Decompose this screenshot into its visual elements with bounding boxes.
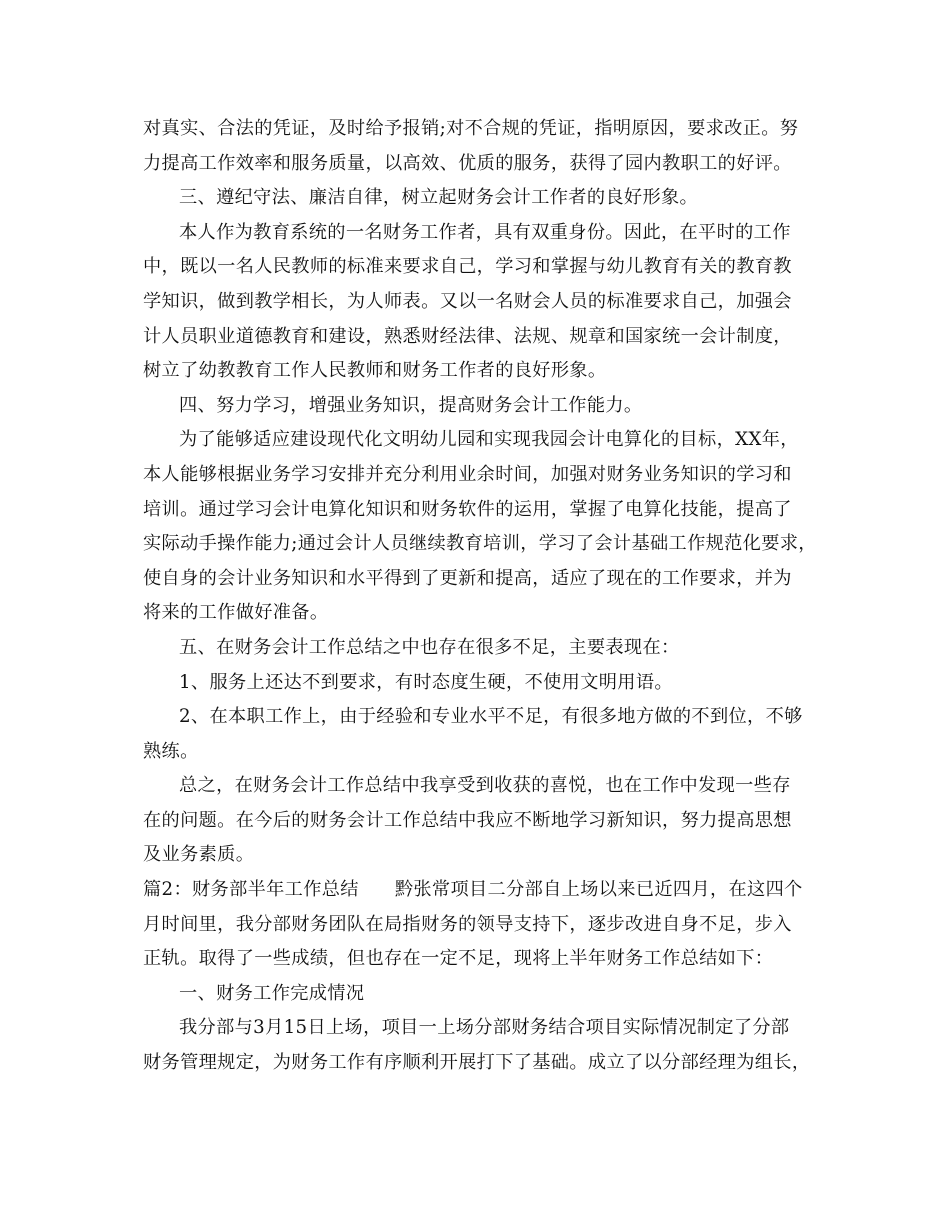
article-intro: 黔张常项目二分部自上场以来已近四月，在这四个 xyxy=(394,879,803,901)
text-line-20: 总之，在财务会计工作总结中我享受到收获的喜悦，也在工作中发现一些存 xyxy=(179,775,791,797)
article-title-line xyxy=(143,873,813,908)
text-line-7: 计人员职业道德教育和建设，熟悉财经法律、法规、规章和国家统一会计制度， xyxy=(143,325,792,347)
section-heading-5: 五、在财务会计工作总结之中也存在很多不足，主要表现在： xyxy=(179,636,680,658)
list-item-2: 2、在本职工作上，由于经验和专业水平不足，有很多地方做的不到位，不够 xyxy=(179,706,803,728)
text-line-19: 熟练。 xyxy=(143,740,199,762)
list-item-1: 1、服务上还达不到要求，有时态度生硬，不使用文明用语。 xyxy=(179,671,673,693)
text-line-25: 正轨。取得了一些成绩，但也存在一定不足，现将上半年财务工作总结如下： xyxy=(143,948,774,970)
text-line-14: 使自身的会计业务知识和水平得到了更新和提高，适应了现在的工作要求，并为 xyxy=(143,567,792,589)
section-heading-1: 一、财务工作完成情况 xyxy=(179,982,365,1004)
text-line-6: 学知识，做到教学相长，为人师表。又以一名财会人员的标准要求自己，加强会 xyxy=(143,290,792,312)
text-line-21: 在的问题。在今后的财务会计工作总结中我应不断地学习新知识，努力提高思想 xyxy=(143,809,792,831)
text-line-22: 及业务素质。 xyxy=(143,844,255,866)
section-heading-3: 三、遵纪守法、廉洁自律，树立起财务会计工作者的良好形象。 xyxy=(179,187,699,209)
text-line-12: 培训。通过学习会计电算化知识和财务软件的运用，掌握了电算化技能，提高了 xyxy=(143,498,792,520)
text-line-13: 实际动手操作能力;通过会计人员继续教育培训，学习了会计基础工作规范化要求， xyxy=(143,533,817,555)
section-heading-4: 四、努力学习，增强业务知识，提高财务会计工作能力。 xyxy=(179,394,643,416)
text-line-5: 中，既以一名人民教师的标准来要求自己，学习和掌握与幼儿教育有关的教育教 xyxy=(143,256,792,278)
text-line-11: 本人能够根据业务学习安排并充分利用业余时间，加强对财务业务知识的学习和 xyxy=(143,463,792,485)
text-line-24: 月时间里，我分部财务团队在局指财务的领导支持下，逐步改进自身不足，步入 xyxy=(143,913,792,935)
text-line-15: 将来的工作做好准备。 xyxy=(143,602,329,624)
text-line-10: 为了能够适应建设现代化文明幼儿园和实现我园会计电算化的目标，XX年， xyxy=(179,429,799,451)
text-line-27: 我分部与3月15日上场，项目一上场分部财务结合项目实际情况制定了分部 xyxy=(179,1017,790,1039)
text-line-4: 本人作为教育系统的一名财务工作者，具有双重身份。因此，在平时的工作 xyxy=(179,221,791,243)
text-line-28: 财务管理规定，为财务工作有序顺利开展打下了基础。成立了以分部经理为组长， xyxy=(143,1052,811,1074)
document-body xyxy=(143,112,817,1081)
article-title: 篇2：财务部半年工作总结 xyxy=(143,879,359,901)
text-line-8: 树立了幼教教育工作人民教师和财务工作者的良好形象。 xyxy=(143,360,607,382)
text-line-2: 力提高工作效率和服务质量，以高效、优质的服务，获得了园内教职工的好评。 xyxy=(143,152,792,174)
text-line-1: 对真实、合法的凭证，及时给予报销;对不合规的凭证，指明原因，要求改正。努 xyxy=(143,118,799,139)
